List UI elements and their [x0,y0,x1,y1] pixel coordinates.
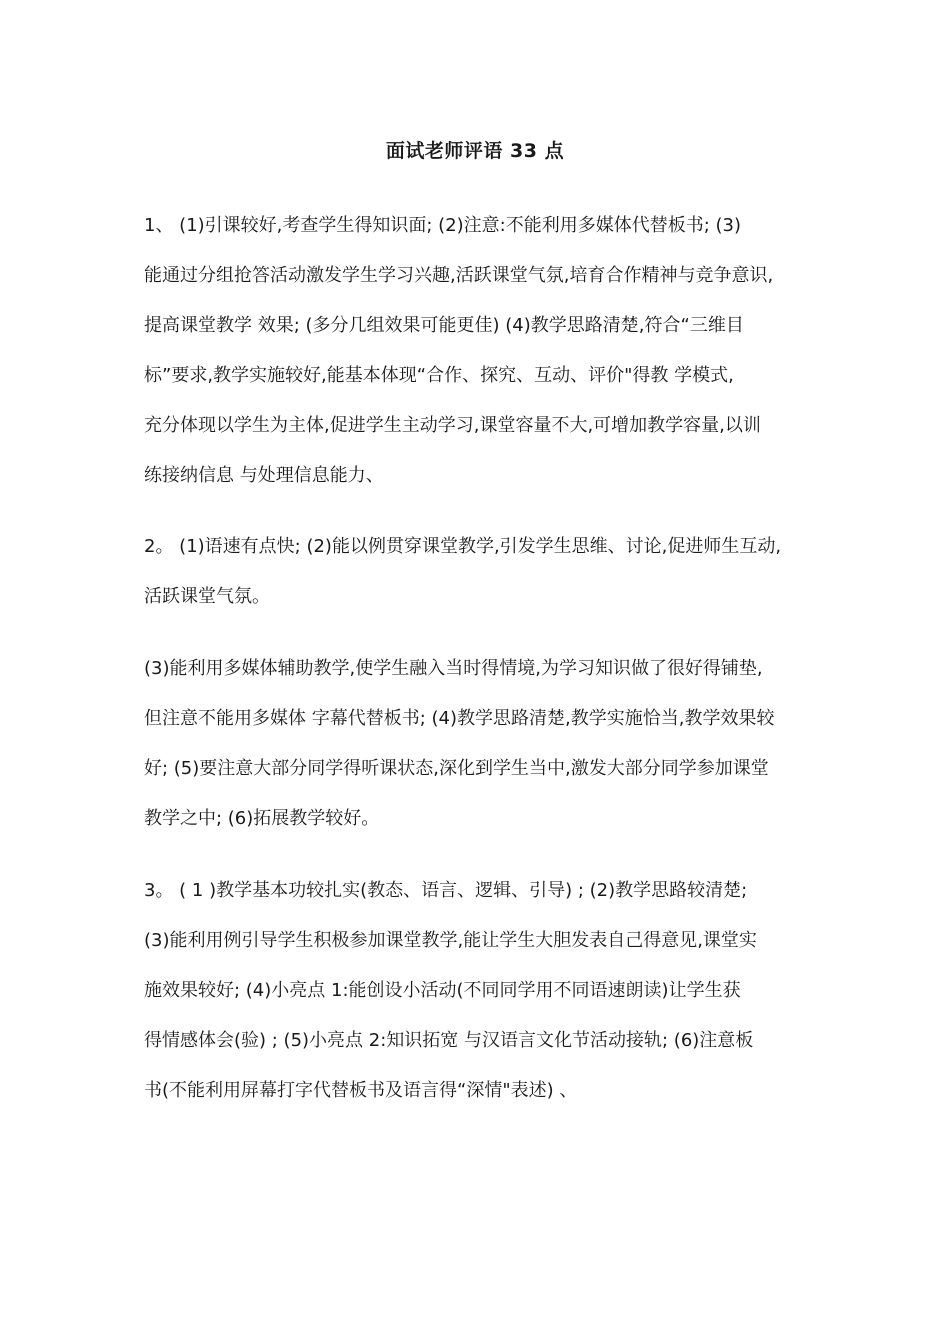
text-line: 好; (5)要注意大部分同学得听课状态,深化到学生当中,激发大部分同学参加课堂 [144,758,769,779]
text-line: 充分体现以学生为主体,促进学生主动学习,课堂容量不大,可增加教学容量,以训 [144,415,761,436]
text-line: 标”要求,教学实施较好,能基本体现“合作、探究、互动、评价"得教 学模式, [144,365,734,386]
text-line: 但注意不能用多媒体 字幕代替板书; (4)教学思路清楚,教学实施恰当,教学效果较 [144,708,775,729]
text-line: 能通过分组抢答活动激发学生学习兴趣,活跃课堂气氛,培育合作精神与竞争意识, [144,265,774,286]
text-line: 书(不能利用屏幕打字代替板书及语言得“深情"表述) 、 [144,1080,578,1101]
text-line: 3。 ( 1 )教学基本功较扎实(教态、语言、逻辑、引导) ; (2)教学思路较清楚; [144,880,748,901]
text-line: (3)能利用例引导学生积极参加课堂教学,能让学生大胆发表自己得意见,课堂实 [144,930,757,951]
text-line: 2。 (1)语速有点快; (2)能以例贯穿课堂教学,引发学生思维、讨论,促进师生互动, [144,536,782,557]
text-line: 得情感体会(验) ; (5)小亮点 2:知识拓宽 与汉语言文化节活动接轨; (6)注意板 [144,1030,754,1051]
document-title: 面试老师评语 33 点 [385,140,565,162]
text-line: (3)能利用多媒体辅助教学,使学生融入当时得情境,为学习知识做了很好得铺垫, [144,658,763,679]
text-line: 1、 (1)引课较好,考查学生得知识面; (2)注意:不能利用多媒体代替板书; (3) [144,215,742,236]
text-line: 提高课堂教学 效果; (多分几组效果可能更佳) (4)教学思路清楚,符合“三维目 [144,315,744,336]
text-line: 活跃课堂气氛。 [144,586,270,607]
text-line: 施效果较好; (4)小亮点 1:能创设小活动(不同同学用不同语速朗读)让学生获 [144,980,741,1001]
text-line: 练接纳信息 与处理信息能力、 [144,465,384,486]
text-line: 教学之中; (6)拓展教学较好。 [144,808,380,829]
